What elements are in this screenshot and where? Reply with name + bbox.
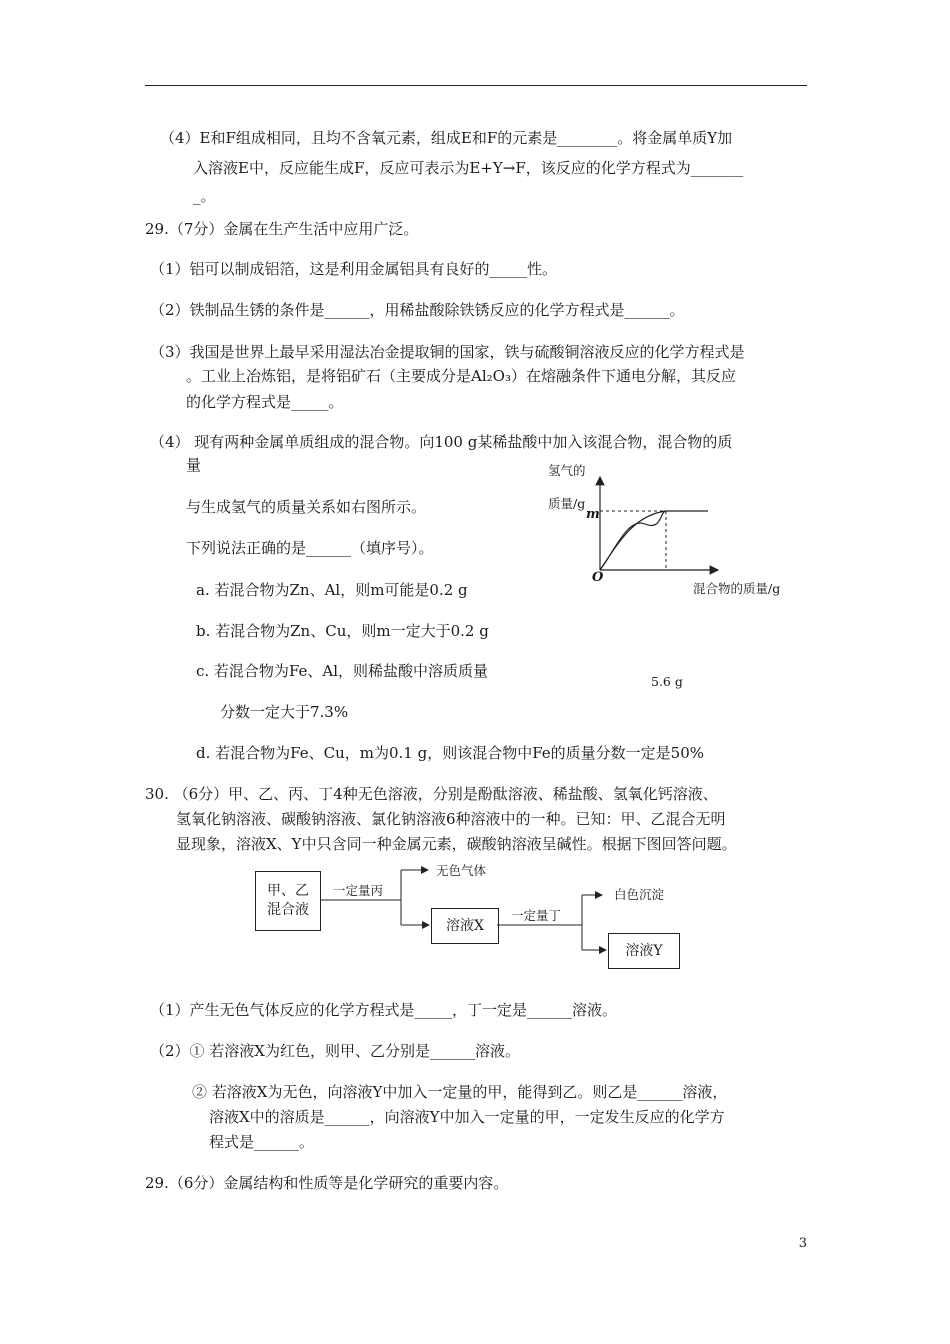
q29b-heading: 29.（6分）金属结构和性质等是化学研究的重要内容。 bbox=[145, 1174, 509, 1192]
option-a: a. 若混合物为Zn、Al，则m可能是0.2 g bbox=[196, 581, 468, 599]
gas-label: 无色气体 bbox=[436, 863, 487, 878]
q30-sub3-line2: 溶液X中的溶质是______，向溶液Y中加入一定量的甲，一定发生反应的化学方 bbox=[209, 1108, 725, 1126]
q29-part3-line3: 的化学方程式是_____。 bbox=[186, 393, 344, 411]
q30-sub1: （1）产生无色气体反应的化学方程式是_____，丁一定是______溶液。 bbox=[150, 1001, 618, 1019]
y-label-1: 氢气的 bbox=[548, 463, 586, 478]
reagent-c-label: 一定量丙 bbox=[333, 883, 384, 898]
q29-heading: 29.（7分）金属在生产生活中应用广泛。 bbox=[145, 220, 419, 238]
option-c-line1: c. 若混合物为Fe、Al，则稀盐酸中溶质质量 bbox=[196, 662, 489, 680]
x-value-label: 5.6 g bbox=[651, 674, 683, 689]
option-d: d. 若混合物为Fe、Cu，m为0.1 g，则该混合物中Fe的质量分数一定是50% bbox=[196, 744, 704, 762]
q4-line2: 入溶液E中，反应能生成F，反应可表示为E+Y→F，该反应的化学方程式为_______ bbox=[193, 159, 744, 177]
m-label: m bbox=[586, 507, 600, 522]
q29-part3-line1: （3）我国是世界上最早采用湿法冶金提取铜的国家，铁与硫酸铜溶液反应的化学方程式是 bbox=[150, 343, 745, 361]
hydrogen-curve bbox=[600, 511, 708, 570]
q29-part4-line3: 与生成氢气的质量关系如右图所示。 bbox=[186, 498, 427, 516]
y-label-2: 质量/g bbox=[548, 496, 586, 511]
header-rule bbox=[145, 85, 807, 86]
q30-sub3-line3: 程式是______。 bbox=[209, 1133, 315, 1151]
hydrogen-mass-graph bbox=[540, 455, 810, 695]
q30-line1: 30. （6分）甲、乙、丙、丁4种无色溶液，分别是酚酞溶液、稀盐酸、氢氧化钙溶液、 bbox=[145, 785, 718, 803]
q29-part4-line4: 下列说法正确的是______（填序号）。 bbox=[186, 539, 434, 557]
solution-x-label: 溶液X bbox=[446, 917, 484, 934]
x-label: 混合物的质量/g bbox=[693, 581, 781, 596]
mixture-label-2: 混合液 bbox=[267, 902, 309, 918]
mixture-label-1: 甲、乙 bbox=[267, 883, 309, 899]
reagent-d-label: 一定量丁 bbox=[511, 908, 562, 923]
q30-sub3-line1: ② 若溶液X为无色，向溶液Y中加入一定量的甲，能得到乙。则乙是______溶液， bbox=[192, 1083, 728, 1101]
q29-part2: （2）铁制品生锈的条件是______，用稀盐酸除铁锈反应的化学方程式是______。 bbox=[150, 301, 685, 319]
q30-line3: 显现象，溶液X、Y中只含同一种金属元素，碳酸钠溶液呈碱性。根据下图回答问题。 bbox=[176, 835, 737, 853]
q29-part4-line2: 量 bbox=[186, 456, 202, 474]
page-number: 3 bbox=[798, 1236, 807, 1251]
solution-y-label: 溶液Y bbox=[625, 942, 663, 959]
option-c-line2: 分数一定大于7.3% bbox=[220, 703, 349, 721]
q29-part1: （1）铝可以制成铝箔，这是利用金属铝具有良好的_____性。 bbox=[150, 260, 558, 278]
q29-part4-line1: （4） 现有两种金属单质组成的混合物。向100 g某稀盐酸中加入该混合物，混合物的质 bbox=[150, 433, 733, 451]
curve-rise bbox=[600, 511, 666, 570]
q29-part3-line2: 。工业上冶炼铝，是将铝矿石（主要成分是Al₂O₃）在熔融条件下通电分解，其反应 bbox=[186, 367, 736, 385]
q30-line2: 氢氧化钠溶液、碳酸钠溶液、氯化钠溶液6种溶液中的一种。已知：甲、乙混合无明 bbox=[176, 810, 726, 828]
precipitate-label: 白色沉淀 bbox=[614, 887, 665, 902]
option-b: b. 若混合物为Zn、Cu，则m一定大于0.2 g bbox=[196, 622, 489, 640]
origin-label: O bbox=[592, 570, 604, 585]
q4-line3: _。 bbox=[193, 187, 216, 205]
q4-line1: （4）E和F组成相同，且均不含氧元素，组成E和F的元素是________。将金属单质Y加 bbox=[160, 129, 733, 147]
q30-sub2: （2）① 若溶液X为红色，则甲、乙分别是______溶液。 bbox=[150, 1042, 520, 1060]
